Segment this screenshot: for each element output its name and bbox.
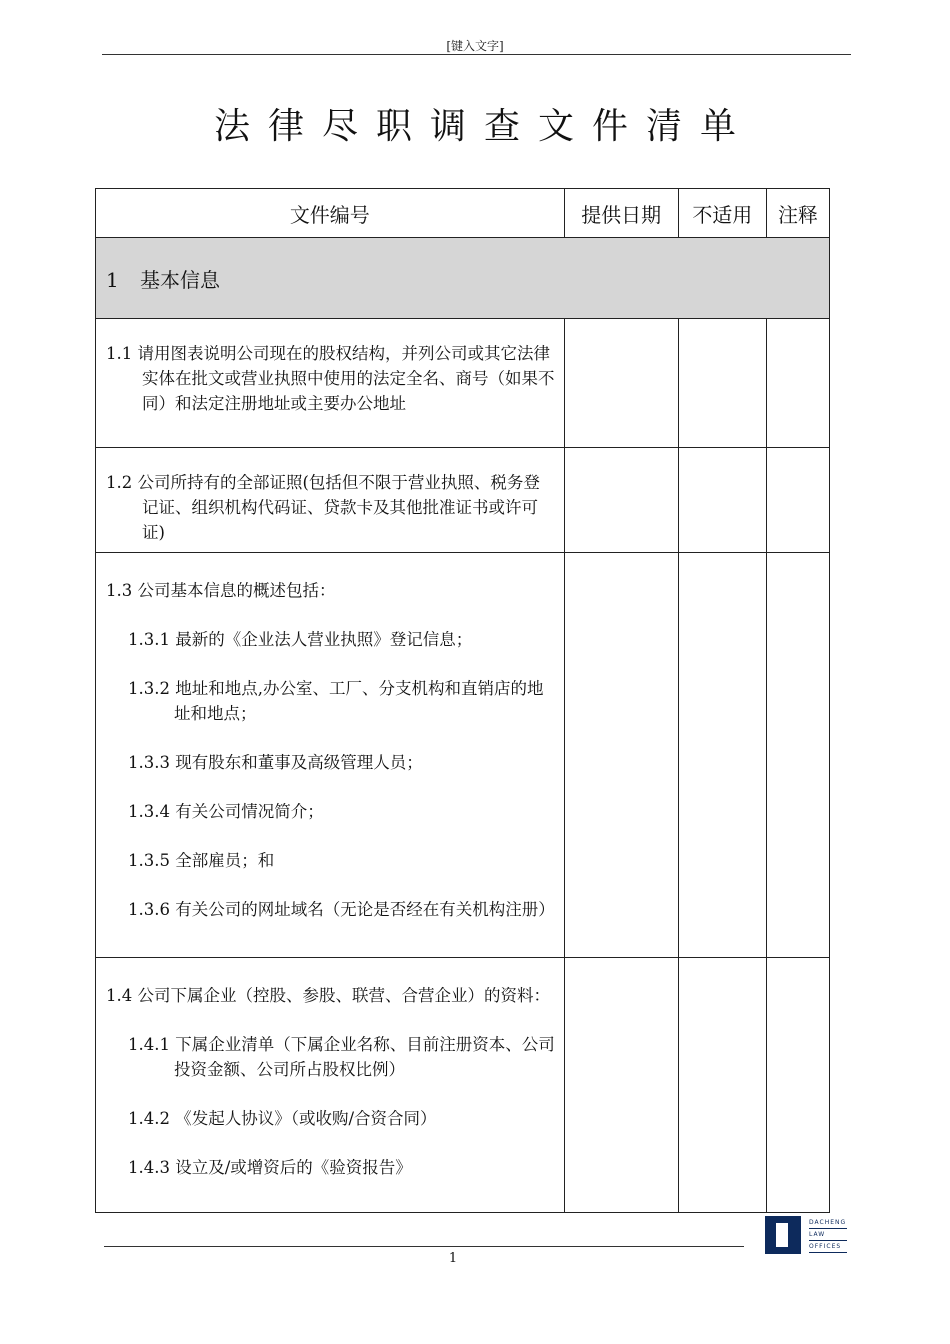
sub-item: 1.3.4 有关公司情况简介； — [128, 802, 324, 821]
na-cell[interactable] — [678, 319, 766, 448]
section-label: 基本信息 — [140, 267, 220, 292]
table-row — [96, 553, 830, 958]
page-number: 1 — [448, 1251, 458, 1266]
sub-item: 1.3.3 现有股东和董事及高级管理人员； — [128, 753, 423, 772]
date-cell[interactable] — [564, 958, 678, 1213]
item-text: 1.3 公司基本信息的概述包括： — [106, 581, 336, 600]
column-header-not-applicable: 不适用 — [678, 189, 766, 238]
table-row — [96, 319, 830, 448]
sub-item: 1.4.2 《发起人协议》（或收购/合资合同） — [128, 1109, 437, 1128]
na-cell[interactable] — [678, 553, 766, 958]
notes-cell[interactable] — [766, 448, 829, 553]
sub-item: 1.3.2 地址和地点,办公室、工厂、分支机构和直销店的地址和地点； — [128, 679, 544, 723]
item-cell — [96, 958, 565, 1213]
section-number: 1 — [106, 267, 119, 292]
item-cell — [96, 448, 565, 553]
item-text: 1.2 公司所持有的全部证照(包括但不限于营业执照、税务登记证、组织机构代码证、贷款卡及其他批准证书或许可证) — [106, 473, 540, 542]
section-heading — [96, 238, 830, 319]
sub-item: 1.3.6 有关公司的网址域名（无论是否经在有关机构注册） — [128, 900, 555, 919]
sub-item: 1.4.1 下属企业清单（下属企业名称、目前注册资本、公司投资金额、公司所占股权比例） — [128, 1035, 555, 1079]
column-header-date-provided: 提供日期 — [564, 189, 678, 238]
notes-cell[interactable] — [766, 319, 829, 448]
column-header-document-no: 文件编号 — [96, 189, 565, 238]
item-text: 1.1 请用图表说明公司现在的股权结构，并列公司或其它法律实体在批文或营业执照中使用的法定全名、商号（如果不同）和法定注册地址或主要办公地址 — [106, 344, 555, 413]
sub-item: 1.3.5 全部雇员；和 — [128, 851, 275, 870]
item-cell — [96, 553, 565, 958]
date-cell[interactable] — [564, 319, 678, 448]
header-placeholder: [键入文字] — [446, 39, 504, 53]
na-cell[interactable] — [678, 448, 766, 553]
date-cell[interactable] — [564, 553, 678, 958]
notes-cell[interactable] — [766, 553, 829, 958]
header-rule — [102, 54, 851, 55]
sub-item: 1.3.1 最新的《企业法人营业执照》登记信息； — [128, 630, 473, 649]
na-cell[interactable] — [678, 958, 766, 1213]
table-row — [96, 448, 830, 553]
checklist-table — [95, 188, 830, 1213]
item-cell — [96, 319, 565, 448]
footer-rule — [104, 1246, 744, 1247]
notes-cell[interactable] — [766, 958, 829, 1213]
date-cell[interactable] — [564, 448, 678, 553]
sub-item: 1.4.3 设立及/或增资后的《验资报告》 — [128, 1158, 412, 1177]
logo-mark-icon — [765, 1216, 801, 1254]
section-row — [96, 238, 830, 319]
column-header-notes: 注释 — [766, 189, 829, 238]
logo-text: DACHENG LAW OFFICES — [809, 1217, 847, 1253]
table-row — [96, 958, 830, 1213]
table-header-row — [96, 189, 830, 238]
item-text: 1.4 公司下属企业（控股、参股、联营、合营企业）的资料： — [106, 986, 550, 1005]
document-title: 法律尽职调查文件清单 — [213, 106, 754, 147]
